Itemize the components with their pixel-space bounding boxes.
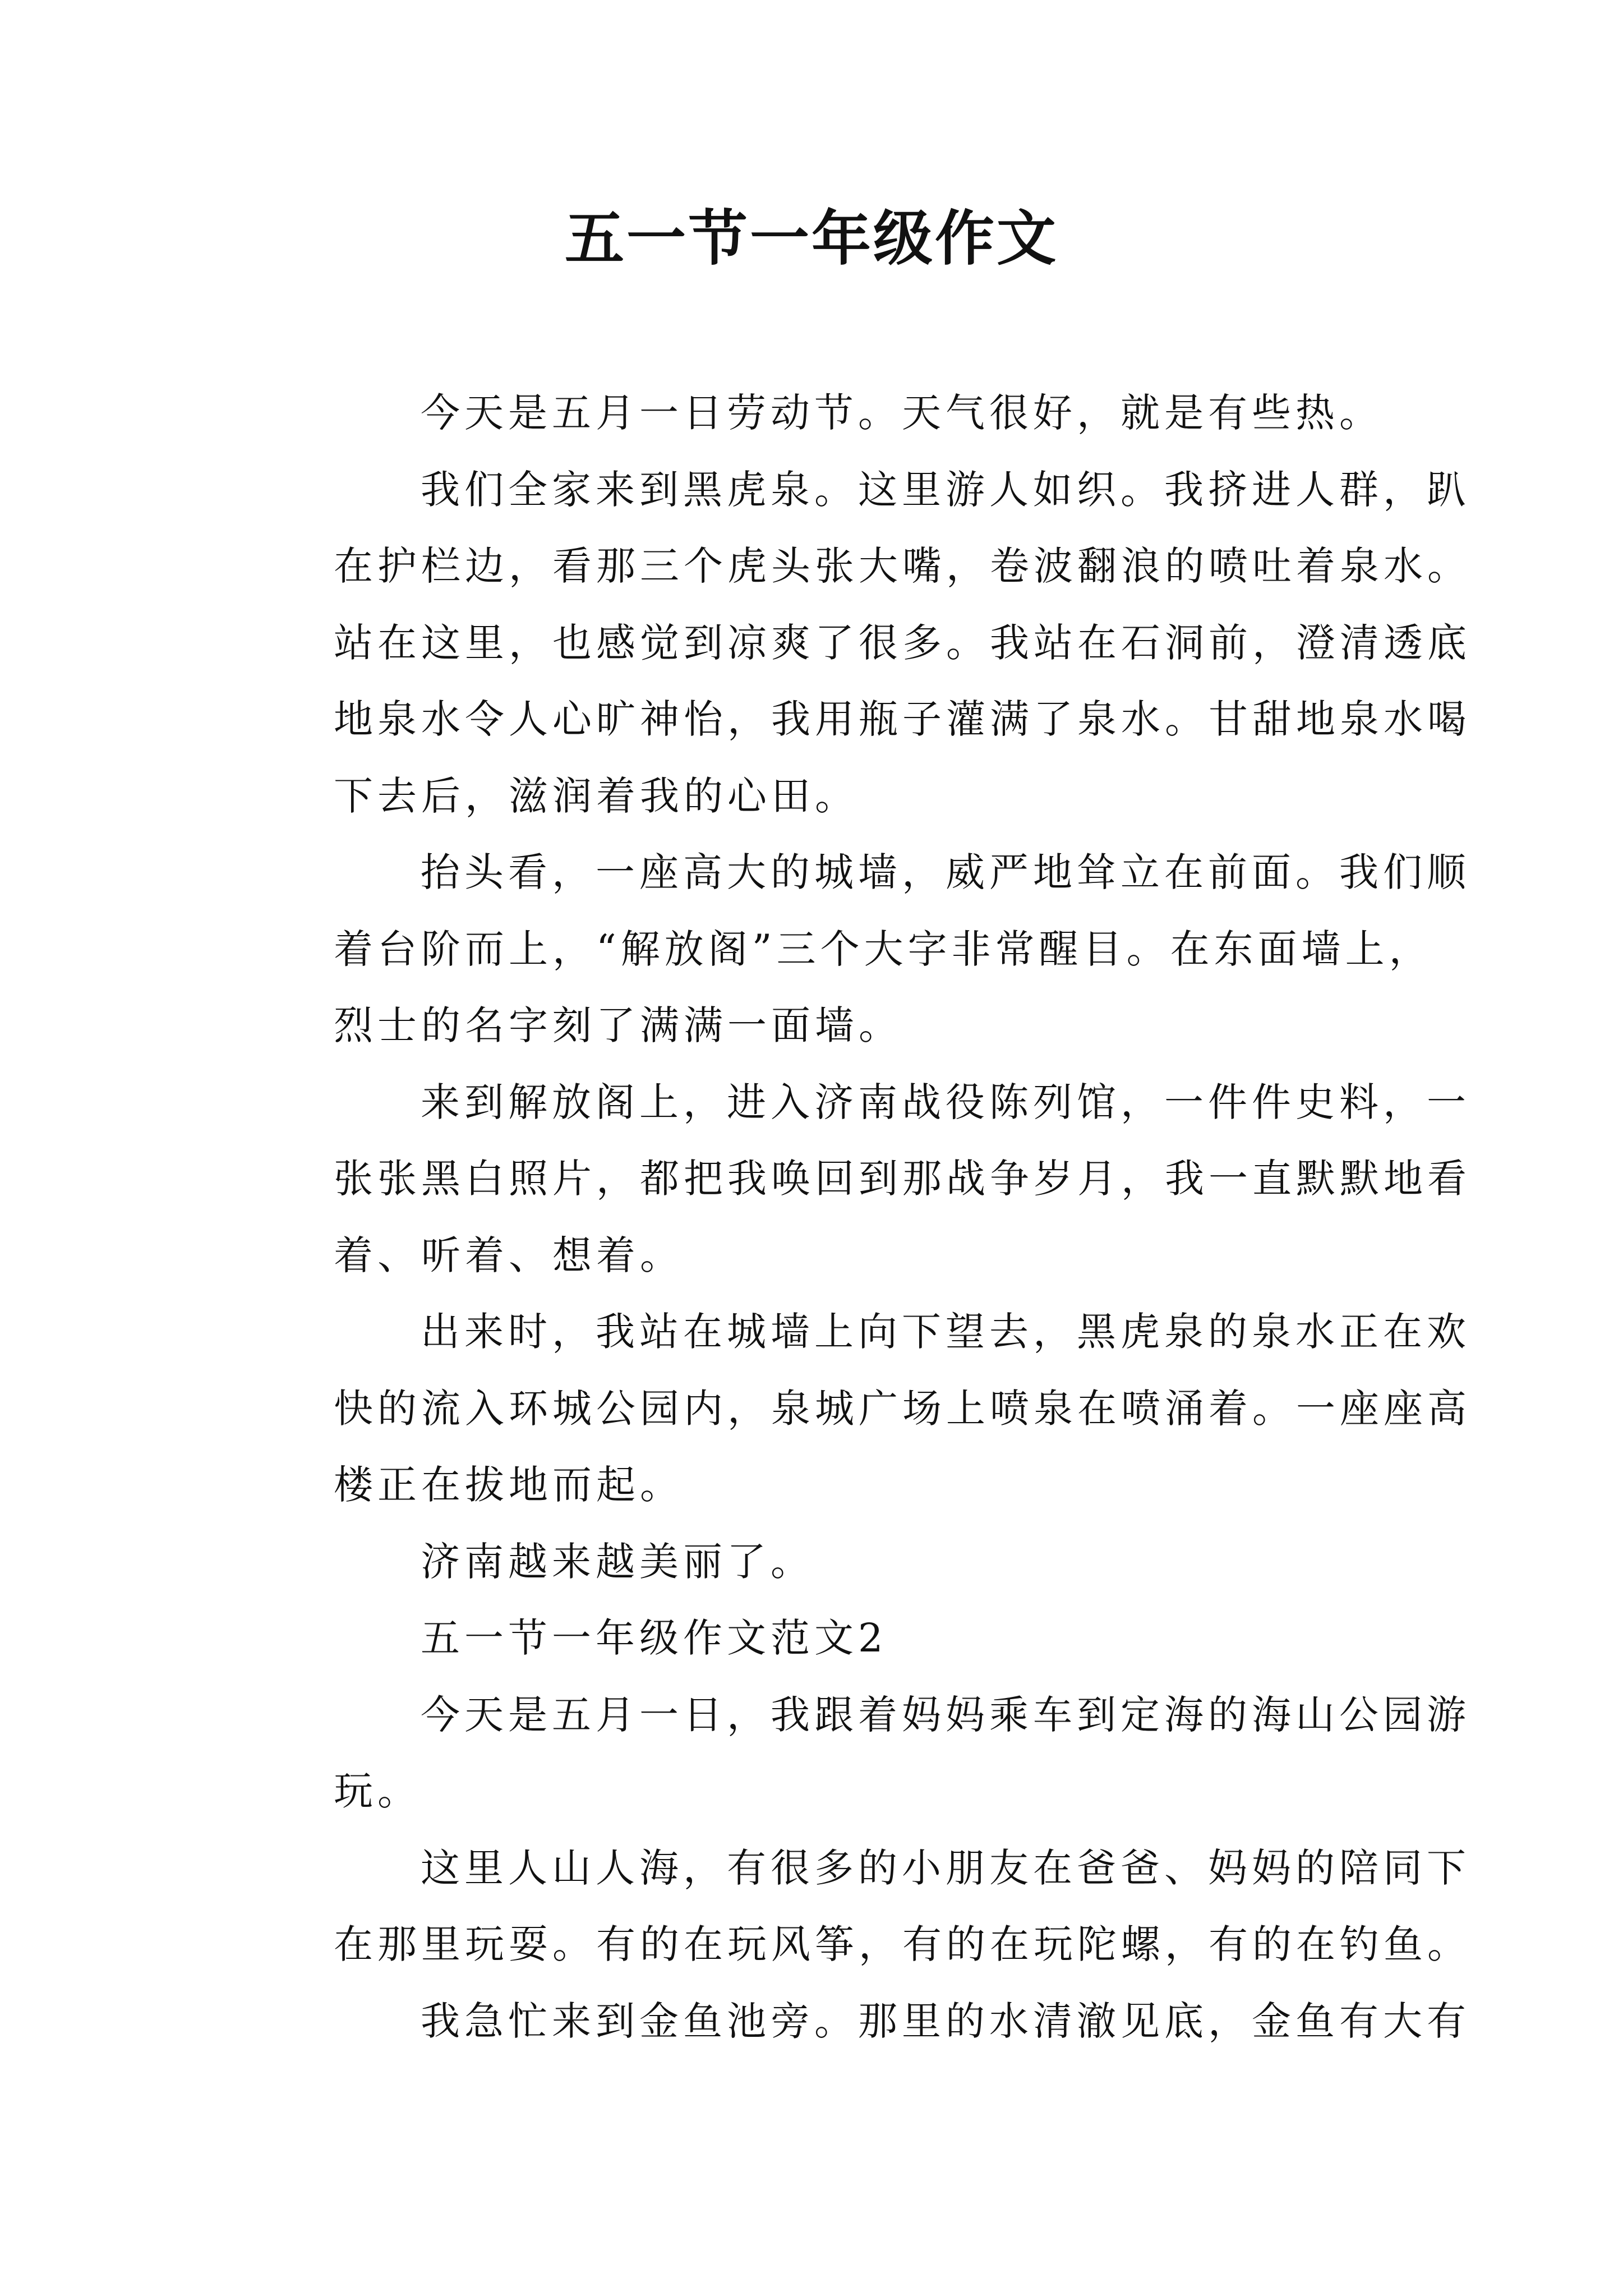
text-line: 楼正在拔地而起。 [334,1462,684,1508]
text-line: 在护栏边，看那三个虎头张大嘴，卷波翻浪的喷吐着泉水。 [334,543,1471,589]
document-title: 五一节一年级作文 [565,203,1058,273]
text-line: 在那里玩耍。有的在玩风筝，有的在玩陀螺，有的在钓鱼。 [334,1921,1471,1967]
section-heading [247,1600,1419,1677]
text-line: 着台阶而上，“解放阁”三个大字非常醒目。在东面墙上， [334,926,1433,972]
text-line: 出来时，我站在城墙上向下望去，黑虎泉的泉水正在欢 [421,1309,1470,1355]
text-line: 张张黑白照片，都把我唤回到那战争岁月，我一直默默地看 [334,1156,1471,1202]
text-line: 烈士的名字刻了满满一面墙。 [334,1002,902,1048]
text-line: 抬头看，一座高大的城墙，威严地耸立在前面。我们顺 [421,849,1470,895]
text-line: 今天是五月一日，我跟着妈妈乘车到定海的海山公园游 [421,1691,1470,1738]
paragraph [247,1983,1470,2060]
paragraph [247,1830,1471,1983]
text-line: 站在这里，也感觉到凉爽了很多。我站在石洞前，澄清透底 [334,619,1471,666]
paragraph [247,1064,1471,1294]
text-line: 我急忙来到金鱼池旁。那里的水清澈见底，金鱼有大有 [421,1998,1470,2044]
text-line: 来到解放阁上，进入济南战役陈列馆，一件件史料，一 [421,1079,1470,1125]
text-line: 着、听着、想着。 [334,1232,684,1278]
text-line: 地泉水令人心旷神怡，我用瓶子灌满了泉水。甘甜地泉水喝 [334,696,1471,742]
paragraph [247,834,1470,1064]
text-line: 五一节一年级作文范文2 [421,1615,888,1661]
paragraph [247,1524,1419,1600]
document-body [247,375,1471,2059]
paragraph [247,1294,1471,1524]
text-line: 今天是五月一日劳动节。天气很好，就是有些热。 [421,390,1383,436]
text-line: 快的流入环城公园内，泉城广场上喷泉在喷涌着。一座座高 [334,1385,1471,1432]
text-line: 济南越来越美丽了。 [421,1538,814,1585]
text-line: 玩。 [334,1768,421,1814]
text-line: 下去后，滋润着我的心田。 [334,772,859,819]
text-line: 这里人山人海，有很多的小朋友在爸爸、妈妈的陪同下 [421,1844,1470,1891]
paragraph [247,1677,1470,1830]
paragraph [247,452,1471,835]
paragraph [247,375,1419,452]
text-line: 我们全家来到黑虎泉。这里游人如织。我挤进人群，趴 [421,466,1470,513]
